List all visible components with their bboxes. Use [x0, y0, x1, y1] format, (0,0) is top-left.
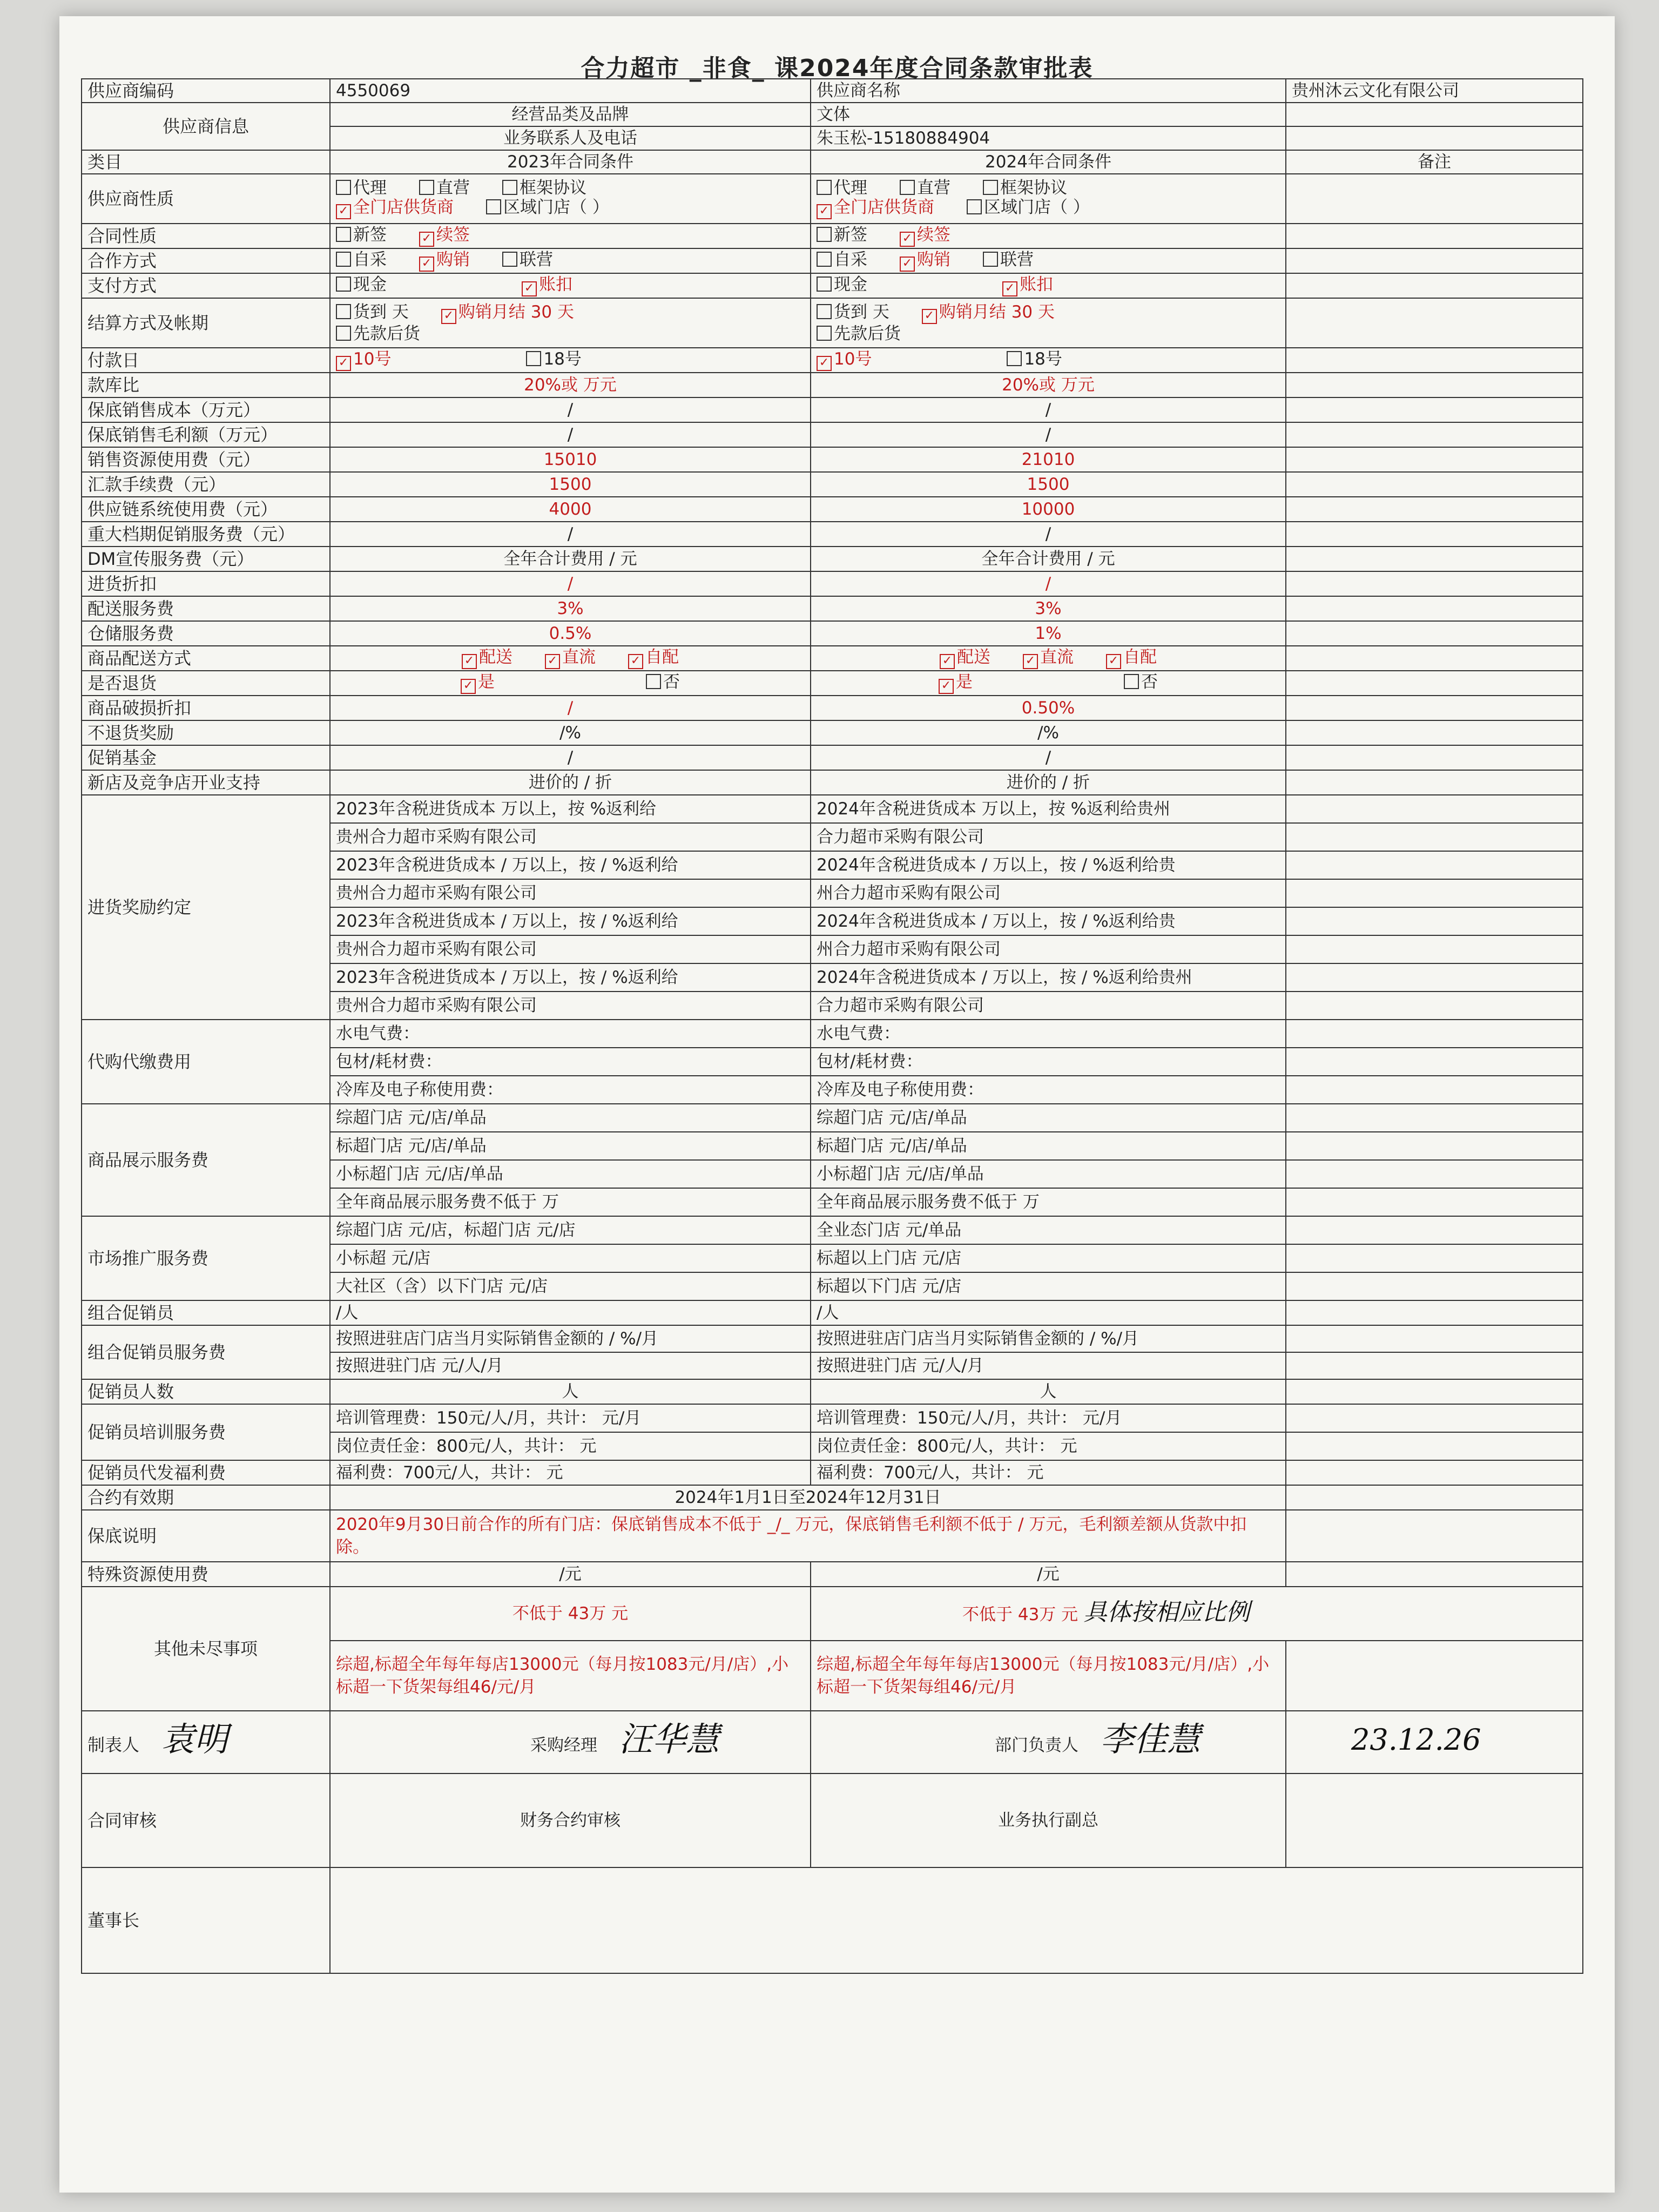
value-2023: 全年商品展示服务费不低于 万	[330, 1188, 811, 1216]
remark-cell	[1286, 397, 1583, 422]
value-2024: 标超以下门店 元/店	[811, 1272, 1286, 1300]
chairman-cell	[330, 1867, 1583, 1973]
remark-cell	[1286, 547, 1583, 571]
checkbox-icon	[336, 326, 351, 341]
remark-cell	[1286, 1325, 1583, 1352]
value-2023: 20%或 万元	[330, 373, 811, 397]
row-label: 商品配送方式	[82, 646, 330, 671]
checkbox-icon	[817, 304, 832, 319]
contact-label: 业务联系人及电话	[330, 126, 811, 150]
remark-cell	[1286, 1641, 1583, 1711]
checked-checkbox-icon: ✓	[461, 679, 476, 694]
return-2023: ✓ 是 否	[330, 671, 811, 696]
checked-checkbox-icon: ✓	[419, 232, 434, 247]
value-2023: /%	[330, 720, 811, 745]
value-2023: 冷库及电子称使用费：	[330, 1076, 811, 1104]
value-2024: 按照进驻门店 元/人/月	[811, 1352, 1286, 1379]
value-2024: 冷库及电子称使用费：	[811, 1076, 1286, 1104]
remark-cell	[1286, 298, 1583, 348]
value-2024: 水电气费：	[811, 1020, 1286, 1048]
value-2023: 福利费：700元/人，共计： 元	[330, 1460, 811, 1485]
value-2024: 1500	[811, 472, 1286, 497]
value-2024: 全年合计费用 / 元	[811, 547, 1286, 571]
checked-checkbox-icon: ✓	[817, 356, 832, 371]
special-fee-2023: /元	[330, 1562, 811, 1587]
checked-checkbox-icon: ✓	[628, 654, 643, 669]
row-label: 促销员培训服务费	[82, 1404, 330, 1460]
row-label: 支付方式	[82, 273, 330, 298]
remark-cell	[1286, 935, 1583, 963]
row-label: 付款日	[82, 348, 330, 373]
checkbox-icon	[1124, 674, 1139, 689]
vp-review: 业务执行副总	[811, 1773, 1286, 1867]
buyer-cell: 采购经理 汪华慧	[330, 1711, 811, 1773]
value-2024: 包材/耗材费：	[811, 1048, 1286, 1076]
row-label: 合同性质	[82, 224, 330, 248]
value-2023: 包材/耗材费：	[330, 1048, 811, 1076]
value-2023: 贵州合力超市采购有限公司	[330, 823, 811, 851]
value-2024: /%	[811, 720, 1286, 745]
remark-cell	[1286, 770, 1583, 795]
remark-cell	[1286, 646, 1583, 671]
value-2023: 全年合计费用 / 元	[330, 547, 811, 571]
buyer-signature: 汪华慧	[619, 1719, 720, 1759]
supplier-info-label: 供应商信息	[82, 103, 330, 150]
contact: 朱玉松-15180884904	[811, 126, 1286, 150]
payday-2023: ✓ 10号 18号	[330, 348, 811, 373]
special-fee-2024: /元	[811, 1562, 1286, 1587]
remark-cell	[1286, 273, 1583, 298]
value-2023: 小标超门店 元/店/单品	[330, 1160, 811, 1188]
checkbox-icon	[419, 180, 434, 195]
remark-cell	[1286, 1460, 1583, 1485]
checked-checkbox-icon: ✓	[441, 309, 456, 324]
remark-cell	[1286, 596, 1583, 621]
row-label: 是否退货	[82, 671, 330, 696]
value-2024: /	[811, 745, 1286, 770]
remark-cell	[1286, 174, 1583, 224]
value-2023: 2023年含税进货成本 / 万以上，按 / %返利给	[330, 907, 811, 935]
dept-head-signature: 李佳慧	[1100, 1719, 1201, 1759]
value-2024: /人	[811, 1300, 1286, 1325]
value-2024: /	[811, 397, 1286, 422]
settle-2024: 货到 天 ✓ 购销月结 30 天 先款后货	[811, 298, 1286, 348]
remark-cell	[1286, 1404, 1583, 1432]
row-label: 促销员人数	[82, 1379, 330, 1404]
row-label: 合同审核	[82, 1773, 330, 1867]
value-2023: 贵州合力超市采购有限公司	[330, 935, 811, 963]
row-label: 款库比	[82, 373, 330, 397]
remark-cell	[1286, 472, 1583, 497]
remark-cell	[1286, 720, 1583, 745]
row-label: 组合促销员服务费	[82, 1325, 330, 1379]
remark-cell	[1286, 1300, 1583, 1325]
remark-cell	[1286, 447, 1583, 472]
remark-cell	[1286, 992, 1583, 1020]
remark-cell	[1286, 1020, 1583, 1048]
row-label: 结算方式及帐期	[82, 298, 330, 348]
checkbox-icon	[336, 227, 351, 242]
remark-cell	[1286, 1160, 1583, 1188]
value-2023: 1500	[330, 472, 811, 497]
preparer-signature: 袁明	[161, 1719, 228, 1759]
checked-checkbox-icon: ✓	[336, 356, 351, 371]
remark-cell	[1286, 348, 1583, 373]
coop-2024: 自采 ✓ 购销 联营	[811, 248, 1286, 273]
value-2024: 全年商品展示服务费不低于 万	[811, 1188, 1286, 1216]
guarantee-note: 2020年9月30日前合作的所有门店：保底销售成本不低于 _/_ 万元，保底销售毛利额不低于 / 万元，毛利额差额从货款中扣除。	[330, 1510, 1286, 1562]
value-2024: 福利费：700元/人，共计： 元	[811, 1460, 1286, 1485]
row-label: 董事长	[82, 1867, 330, 1973]
remark-cell	[1286, 1432, 1583, 1460]
value-2023: 2023年含税进货成本 万以上，按 %返利给	[330, 795, 811, 823]
value-2023: 标超门店 元/店/单品	[330, 1132, 811, 1160]
value-2024: 州合力超市采购有限公司	[811, 935, 1286, 963]
checkbox-icon	[646, 674, 661, 689]
value-2023: /	[330, 397, 811, 422]
value-2024: 州合力超市采购有限公司	[811, 879, 1286, 907]
other-2024-min: 不低于 43万 元 具体按相应比例	[811, 1587, 1583, 1641]
preparer-cell: 制表人 袁明	[82, 1711, 330, 1773]
value-2023: 0.5%	[330, 621, 811, 646]
row-label: 重大档期促销服务费（元）	[82, 522, 330, 547]
value-2023: 培训管理费：150元/人/月，共计： 元/月	[330, 1404, 811, 1432]
document-title: 合力超市 _非食_ 课2024年度合同条款审批表	[581, 55, 1094, 82]
value-2024: /	[811, 422, 1286, 447]
supplier-code-label: 供应商编码	[82, 79, 330, 103]
checked-checkbox-icon: ✓	[1023, 654, 1038, 669]
remark-cell	[1286, 1188, 1583, 1216]
value-2024: 合力超市采购有限公司	[811, 823, 1286, 851]
checkbox-icon	[1007, 351, 1022, 366]
validity-value: 2024年1月1日至2024年12月31日	[330, 1485, 1286, 1510]
payday-2024: ✓ 10号 18号	[811, 348, 1286, 373]
row-label: 合约有效期	[82, 1485, 330, 1510]
coop-2023: 自采 ✓ 购销 联营	[330, 248, 811, 273]
checked-checkbox-icon: ✓	[939, 679, 954, 694]
checked-checkbox-icon: ✓	[1002, 281, 1017, 296]
value-2023: /	[330, 422, 811, 447]
value-2023: 贵州合力超市采购有限公司	[330, 879, 811, 907]
row-label: 进货奖励约定	[82, 795, 330, 1020]
value-2024: 1%	[811, 621, 1286, 646]
value-2023: /	[330, 571, 811, 596]
finance-review: 财务合约审核	[330, 1773, 811, 1867]
remark-cell	[1286, 1773, 1583, 1867]
checked-checkbox-icon: ✓	[940, 654, 955, 669]
row-label: 促销员代发福利费	[82, 1460, 330, 1485]
remark-cell	[1286, 963, 1583, 992]
value-2023: /人	[330, 1300, 811, 1325]
remark-cell	[1286, 522, 1583, 547]
value-2023: 进价的 / 折	[330, 770, 811, 795]
checkbox-icon	[817, 227, 832, 242]
remark-cell	[1286, 1048, 1583, 1076]
remark-cell	[1286, 671, 1583, 696]
remark-cell	[1286, 1379, 1583, 1404]
row-label: 代购代缴费用	[82, 1020, 330, 1104]
checkbox-icon	[817, 180, 832, 195]
value-2024: 3%	[811, 596, 1286, 621]
row-label: 供应链系统使用费（元）	[82, 497, 330, 522]
checked-checkbox-icon: ✓	[419, 257, 434, 272]
value-2024: 2024年含税进货成本 / 万以上，按 / %返利给贵州	[811, 963, 1286, 992]
supplier-name-label: 供应商名称	[811, 79, 1286, 103]
remark-cell	[1286, 1104, 1583, 1132]
value-2024: 合力超市采购有限公司	[811, 992, 1286, 1020]
checked-checkbox-icon: ✓	[817, 204, 832, 219]
value-2024: 10000	[811, 497, 1286, 522]
remark-cell	[1286, 1352, 1583, 1379]
supplier-name: 贵州沐云文化有限公司	[1286, 79, 1583, 103]
other-2023-shelf: 综超,标超全年每年每店13000元（每月按1083元/月/店）,小标超一下货架每组46/元/月	[330, 1641, 811, 1711]
date-cell	[1286, 1711, 1583, 1773]
checkbox-icon	[486, 199, 501, 214]
value-2024: 标超门店 元/店/单品	[811, 1132, 1286, 1160]
settle-2023: 货到 天 ✓ 购销月结 30 天 先款后货	[330, 298, 811, 348]
value-2024: 20%或 万元	[811, 373, 1286, 397]
value-2024: 21010	[811, 447, 1286, 472]
row-label: 进货折扣	[82, 571, 330, 596]
checked-checkbox-icon: ✓	[922, 309, 937, 324]
value-2024: 2024年含税进货成本 万以上，按 %返利给贵州	[811, 795, 1286, 823]
checkbox-icon	[967, 199, 982, 214]
remark-cell	[1286, 851, 1583, 879]
header-2023: 2023年合同条件	[330, 150, 811, 174]
paper-sheet	[59, 16, 1615, 2193]
remark-cell	[1286, 879, 1583, 907]
row-label: 保底说明	[82, 1510, 330, 1562]
remark-cell	[1286, 621, 1583, 646]
value-2023: 岗位责任金：800元/人，共计： 元	[330, 1432, 811, 1460]
value-2023: 大社区（含）以下门店 元/店	[330, 1272, 811, 1300]
value-2024: 2024年含税进货成本 / 万以上，按 / %返利给贵	[811, 907, 1286, 935]
row-label: 供应商性质	[82, 174, 330, 224]
nature-2024: 代理 直营 框架协议 ✓ 全门店供货商 区域门店（ ）	[811, 174, 1286, 224]
row-label: 仓储服务费	[82, 621, 330, 646]
checkbox-icon	[817, 276, 832, 292]
checkbox-icon	[336, 276, 351, 292]
handwritten-date: 23.12.26	[1351, 1723, 1481, 1757]
value-2023: 小标超 元/店	[330, 1244, 811, 1272]
value-2023: 3%	[330, 596, 811, 621]
contract-type-2023: 新签 ✓ 续签	[330, 224, 811, 248]
value-2024: 培训管理费：150元/人/月，共计： 元/月	[811, 1404, 1286, 1432]
row-label: 保底销售毛利额（万元）	[82, 422, 330, 447]
remark-cell	[1286, 422, 1583, 447]
value-2023: 15010	[330, 447, 811, 472]
row-label: 合作方式	[82, 248, 330, 273]
value-2023: 贵州合力超市采购有限公司	[330, 992, 811, 1020]
checkbox-icon	[502, 180, 517, 195]
checked-checkbox-icon: ✓	[545, 654, 560, 669]
row-label: 特殊资源使用费	[82, 1562, 330, 1587]
checked-checkbox-icon: ✓	[900, 257, 915, 272]
row-label: 组合促销员	[82, 1300, 330, 1325]
row-label: 汇款手续费（元）	[82, 472, 330, 497]
row-label: 促销基金	[82, 745, 330, 770]
value-2024: 进价的 / 折	[811, 770, 1286, 795]
value-2024: 岗位责任金：800元/人，共计： 元	[811, 1432, 1286, 1460]
checked-checkbox-icon: ✓	[1106, 654, 1121, 669]
delivery-2023: ✓ 配送 ✓ 直流 ✓ 自配	[330, 646, 811, 671]
row-label: 商品破损折扣	[82, 696, 330, 720]
row-label: 不退货奖励	[82, 720, 330, 745]
row-label: 保底销售成本（万元）	[82, 397, 330, 422]
remark-cell	[1286, 823, 1583, 851]
remark-cell	[1286, 696, 1583, 720]
checkbox-icon	[983, 252, 998, 267]
remark-cell	[1286, 1244, 1583, 1272]
remark-cell	[1286, 795, 1583, 823]
value-2023: 综超门店 元/店，标超门店 元/店	[330, 1216, 811, 1244]
class-label: 类目	[82, 150, 330, 174]
remark-cell	[1286, 224, 1583, 248]
remark-cell	[1286, 571, 1583, 596]
remark-cell	[1286, 248, 1583, 273]
value-2023: 人	[330, 1379, 811, 1404]
blank-cell	[1286, 126, 1583, 150]
value-2024: 按照进驻店门店当月实际销售金额的 / %/月	[811, 1325, 1286, 1352]
pay-2024: 现金 ✓ 账扣	[811, 273, 1286, 298]
handwritten-note: 具体按相应比例	[1083, 1599, 1250, 1626]
value-2023: /	[330, 745, 811, 770]
checkbox-icon	[900, 180, 915, 195]
checked-checkbox-icon: ✓	[336, 204, 351, 219]
value-2024: 标超以上门店 元/店	[811, 1244, 1286, 1272]
value-2024: 小标超门店 元/店/单品	[811, 1160, 1286, 1188]
remark-cell	[1286, 1132, 1583, 1160]
checked-checkbox-icon: ✓	[462, 654, 477, 669]
category-brand-label: 经营品类及品牌	[330, 103, 811, 126]
row-label: 新店及竞争店开业支持	[82, 770, 330, 795]
return-2024: ✓ 是 否	[811, 671, 1286, 696]
remark-cell	[1286, 1076, 1583, 1104]
value-2024: 2024年含税进货成本 / 万以上，按 / %返利给贵	[811, 851, 1286, 879]
row-label: 配送服务费	[82, 596, 330, 621]
checked-checkbox-icon: ✓	[900, 232, 915, 247]
header-2024: 2024年合同条件	[811, 150, 1286, 174]
nature-2023: 代理 直营 框架协议 ✓ 全门店供货商 区域门店（ ）	[330, 174, 811, 224]
dept-head-cell: 部门负责人 李佳慧	[811, 1711, 1286, 1773]
checkbox-icon	[526, 351, 541, 366]
checkbox-icon	[817, 326, 832, 341]
checkbox-icon	[336, 252, 351, 267]
remark-cell	[1286, 907, 1583, 935]
blank-cell	[1286, 103, 1583, 126]
value-2023: 2023年含税进货成本 / 万以上，按 / %返利给	[330, 851, 811, 879]
other-2024-shelf: 综超,标超全年每年每店13000元（每月按1083元/月/店）,小标超一下货架每组46/元/月	[811, 1641, 1286, 1711]
value-2023: /	[330, 696, 811, 720]
row-label: 销售资源使用费（元）	[82, 447, 330, 472]
value-2024: /	[811, 522, 1286, 547]
checkbox-icon	[817, 252, 832, 267]
supplier-code: 4550069	[330, 79, 811, 103]
value-2023: 4000	[330, 497, 811, 522]
approval-table	[81, 78, 1583, 1974]
value-2023: 水电气费：	[330, 1020, 811, 1048]
remark-cell	[1286, 1510, 1583, 1562]
header-remark: 备注	[1286, 150, 1583, 174]
value-2023: 综超门店 元/店/单品	[330, 1104, 811, 1132]
remark-cell	[1286, 745, 1583, 770]
checkbox-icon	[336, 180, 351, 195]
remark-cell	[1286, 373, 1583, 397]
value-2023: 按照进驻店门店当月实际销售金额的 / %/月	[330, 1325, 811, 1352]
value-2023: /	[330, 522, 811, 547]
pay-2023: 现金 ✓ 账扣	[330, 273, 811, 298]
row-label: 其他未尽事项	[82, 1587, 330, 1711]
value-2024: 人	[811, 1379, 1286, 1404]
value-2024: 0.50%	[811, 696, 1286, 720]
value-2023: 按照进驻门店 元/人/月	[330, 1352, 811, 1379]
value-2023: 2023年含税进货成本 / 万以上，按 / %返利给	[330, 963, 811, 992]
value-2024: 全业态门店 元/单品	[811, 1216, 1286, 1244]
row-label: DM宣传服务费（元）	[82, 547, 330, 571]
value-2024: /	[811, 571, 1286, 596]
checkbox-icon	[983, 180, 998, 195]
row-label: 商品展示服务费	[82, 1104, 330, 1216]
remark-cell	[1286, 1562, 1583, 1587]
delivery-2024: ✓ 配送 ✓ 直流 ✓ 自配	[811, 646, 1286, 671]
remark-cell	[1286, 497, 1583, 522]
checkbox-icon	[502, 252, 517, 267]
other-2023-min: 不低于 43万 元	[330, 1587, 811, 1641]
checked-checkbox-icon: ✓	[522, 281, 537, 296]
remark-cell	[1286, 1216, 1583, 1244]
contract-type-2024: 新签 ✓ 续签	[811, 224, 1286, 248]
value-2024: 综超门店 元/店/单品	[811, 1104, 1286, 1132]
category-brand: 文体	[811, 103, 1286, 126]
row-label: 市场推广服务费	[82, 1216, 330, 1300]
remark-cell	[1286, 1485, 1583, 1510]
checkbox-icon	[336, 304, 351, 319]
remark-cell	[1286, 1272, 1583, 1300]
